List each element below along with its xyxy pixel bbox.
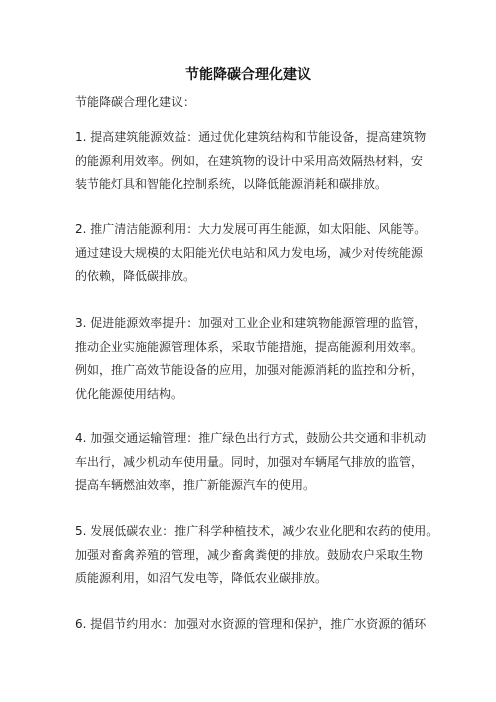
paragraph-line: 5. 发展低碳农业：推广科学种植技术，减少农业化肥和农药的使用。 [75,524,439,538]
paragraph-line: 2. 推广清洁能源利用：大力发展可再生能源，如太阳能、风能等。 [75,222,427,236]
paragraph-line: 加强对畜禽养殖的管理，减少畜禽粪便的排放。鼓励农户采取生物 [75,547,424,562]
paragraph-6 [75,613,437,637]
paragraph-5 [75,520,437,591]
paragraph-line: 的能源利用效率。例如，在建筑物的设计中采用高效隔热材料，安 [75,153,424,168]
paragraph-line: 6. 提倡节约用水：加强对水资源的管理和保护，推广水资源的循环 [75,617,427,631]
paragraph-line: 通过建设大规模的太阳能光伏电站和风力发电场，减少对传统能源 [75,245,424,260]
paragraph-3 [75,312,437,406]
paragraph-line: 3. 促进能源效率提升：加强对工业企业和建筑物能源管理的监管， [75,316,427,330]
document-title: 节能降碳合理化建议 [185,67,311,83]
paragraph-line: 例如，推广高效节能设备的应用，加强对能源消耗的监控和分析， [75,363,424,378]
paragraph-line: 推动企业实施能源管理体系，采取节能措施，提高能源利用效率。 [75,339,424,354]
paragraph-1 [75,126,437,197]
paragraph-4 [75,427,437,498]
paragraph-line: 装节能灯具和智能化控制系统，以降低能源消耗和碳排放。 [75,177,388,192]
paragraph-line: 提高车辆燃油效率，推广新能源汽车的使用。 [75,478,316,493]
paragraph-line: 的依赖，降低碳排放。 [75,269,196,284]
intro-text: 节能降碳合理化建议： [75,95,196,109]
paragraph-line: 1. 提高建筑能源效益：通过优化建筑结构和节能设备，提高建筑物 [75,130,427,144]
paragraph-line: 优化能源使用结构。 [75,386,184,401]
paragraph-2 [75,218,437,289]
paragraph-line: 4. 加强交通运输管理：推广绿色出行方式，鼓励公共交通和非机动 [75,431,427,445]
paragraph-line: 质能源利用，如沼气发电等，降低农业碳排放。 [75,571,328,586]
paragraph-line: 车出行，减少机动车使用量。同时，加强对车辆尾气排放的监管， [75,454,424,469]
